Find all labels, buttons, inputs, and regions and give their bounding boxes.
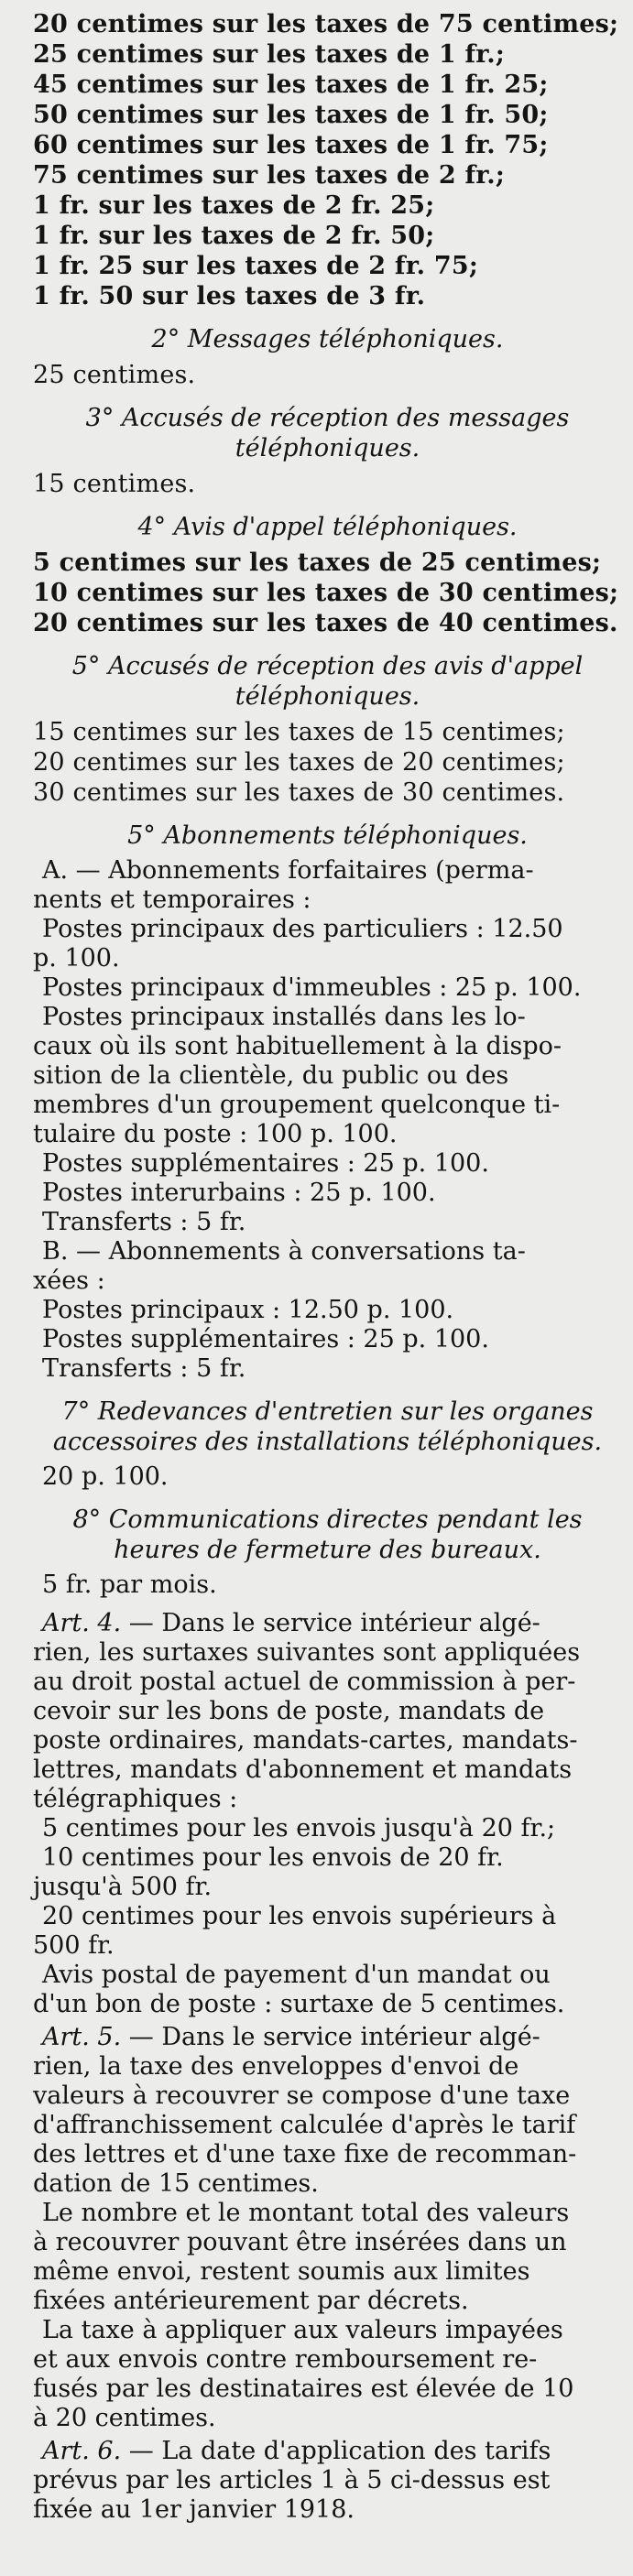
- tariff-line: 1 fr. sur les taxes de 2 fr. 25;: [33, 191, 435, 220]
- text-line: xées :: [33, 1266, 105, 1295]
- heading-line: accessoires des installations téléphoniques.: [52, 1428, 603, 1456]
- text-line: télégraphiques :: [33, 1785, 238, 1813]
- heading-line: téléphoniques.: [235, 682, 420, 711]
- heading-line: 7° Redevances d'entretien sur les organes: [61, 1397, 594, 1426]
- tariff-line: 75 centimes sur les taxes de 2 fr.;: [33, 161, 506, 190]
- tariff-line: 25 centimes sur les taxes de 1 fr.;: [33, 40, 506, 69]
- article-label: Art. 5.: [42, 2023, 122, 2051]
- text-line: Postes supplémentaires : 25 p. 100.: [42, 1149, 489, 1178]
- heading-line: 8° Communications directes pendant les: [72, 1505, 583, 1534]
- article-text: — La date d'application des tarifs: [121, 2437, 551, 2465]
- text-line: 5 centimes pour les envois jusqu'à 20 fr.;: [42, 1814, 556, 1842]
- tariff-line: 1 fr. 50 sur les taxes de 3 fr.: [33, 282, 426, 310]
- text-line: fixées antérieurement par décrets.: [33, 2287, 469, 2315]
- section-heading: [33, 651, 622, 712]
- text-line: Postes principaux des particuliers : 12.50: [42, 915, 563, 943]
- text-line: rien, les surtaxes suivantes sont appliquées: [33, 1638, 581, 1667]
- section-heading: 4° Avis d'appel téléphoniques.: [137, 513, 518, 541]
- heading-line: téléphoniques.: [235, 434, 420, 462]
- text-line: valeurs à recouvrer se compose d'une taxe: [33, 2081, 571, 2110]
- text-line: p. 100.: [33, 944, 120, 973]
- text-line: rien, la taxe des enveloppes d'envoi de: [33, 2052, 519, 2081]
- text-line: Le nombre et le montant total des valeurs: [42, 2199, 570, 2227]
- text-line: jusqu'à 500 fr.: [33, 1873, 213, 1901]
- article-label: Art. 4.: [42, 1609, 122, 1637]
- text-line: caux où ils sont habituellement à la dispo-: [33, 1032, 562, 1060]
- section-line: 20 centimes sur les taxes de 20 centimes;: [33, 748, 565, 777]
- text-line: A. — Abonnements forfaitaires (perma-: [42, 856, 534, 885]
- heading-line: heures de fermeture des bureaux.: [114, 1536, 541, 1564]
- tariff-line: 20 centimes sur les taxes de 75 centimes;: [33, 10, 619, 38]
- text-line: d'un bon de poste : surtaxe de 5 centimes.: [33, 1990, 565, 2018]
- text-line: nents et temporaires :: [33, 886, 311, 914]
- text-line: poste ordinaires, mandats-cartes, mandats-: [33, 1726, 578, 1755]
- text-line: Postes principaux : 12.50 p. 100.: [42, 1296, 454, 1324]
- text-line: lettres, mandats d'abonnement et mandats: [33, 1755, 573, 1784]
- text-line: 20 centimes pour les envois supérieurs à: [42, 1902, 557, 1930]
- text-line: membres d'un groupement quelconque ti-: [33, 1091, 561, 1119]
- text-line: fusés par les destinataires est élevée de 10: [33, 2375, 574, 2403]
- section-heading: 5° Abonnements téléphoniques.: [127, 821, 528, 850]
- intro-tariff-list: [33, 9, 622, 311]
- text-line: et aux envois contre remboursement re-: [33, 2345, 538, 2374]
- tariff-line: 1 fr. 25 sur les taxes de 2 fr. 75;: [33, 252, 478, 280]
- section-line: 10 centimes sur les taxes de 30 centimes;: [33, 579, 619, 607]
- text-line: Postes supplémentaires : 25 p. 100.: [42, 1325, 489, 1353]
- article-label: Art. 6.: [42, 2437, 122, 2465]
- text-line: dation de 15 centimes.: [33, 2169, 319, 2198]
- section-heading: 2° Messages téléphoniques.: [151, 325, 504, 353]
- text-line: La taxe à appliquer aux valeurs impayées: [42, 2316, 563, 2344]
- article-5: [33, 2023, 622, 2433]
- text-line: même envoi, restent soumis aux limites: [33, 2257, 530, 2286]
- heading-line: 5° Accusés de réception des avis d'appel: [71, 652, 584, 680]
- article-6: [33, 2437, 622, 2525]
- text-line: d'affranchissement calculée d'après le tarif: [33, 2111, 576, 2139]
- tariff-line: 1 fr. sur les taxes de 2 fr. 50;: [33, 222, 435, 250]
- text-line: [33, 1609, 622, 1638]
- text-line: prévus par les articles 1 à 5 ci-dessus est: [33, 2466, 551, 2494]
- text-line: [33, 2023, 622, 2052]
- text-line: Postes principaux installés dans les lo-: [42, 1003, 526, 1031]
- section-line: 5 centimes sur les taxes de 25 centimes;: [33, 549, 602, 577]
- text-line: Postes principaux d'immeubles : 25 p. 100.: [42, 973, 582, 1002]
- article-4: [33, 1609, 622, 2019]
- text-line: cevoir sur les bons de poste, mandats de: [33, 1697, 545, 1725]
- text-line: au droit postal actuel de commission à per-: [33, 1668, 576, 1696]
- heading-line: 3° Accusés de réception des messages: [85, 404, 570, 432]
- tariff-line: 45 centimes sur les taxes de 1 fr. 25;: [33, 71, 549, 99]
- text-line: B. — Abonnements à conversations ta-: [42, 1237, 526, 1266]
- text-line: tulaire du poste : 100 p. 100.: [33, 1120, 398, 1148]
- section-line: 20 p. 100.: [42, 1462, 169, 1491]
- section-line: 30 centimes sur les taxes de 30 centimes.: [33, 778, 565, 807]
- tariff-line: 50 centimes sur les taxes de 1 fr. 50;: [33, 101, 549, 129]
- section-heading: [33, 1397, 622, 1457]
- section-heading: [33, 1505, 622, 1565]
- section-line: 15 centimes sur les taxes de 15 centimes;: [33, 718, 565, 746]
- text-line: 10 centimes pour les envois de 20 fr.: [42, 1843, 504, 1872]
- section-line: 5 fr. par mois.: [42, 1571, 217, 1599]
- text-line: à 20 centimes.: [33, 2404, 216, 2432]
- text-line: à recouvrer pouvant être insérées dans un: [33, 2228, 567, 2256]
- text-line: sition de la clientèle, du public ou des: [33, 1061, 509, 1090]
- text-line: [33, 2437, 622, 2466]
- text-line: Postes interurbains : 25 p. 100.: [42, 1179, 436, 1207]
- text-line: Transferts : 5 fr.: [42, 1354, 246, 1383]
- tariff-line: 60 centimes sur les taxes de 1 fr. 75;: [33, 131, 549, 159]
- section-heading: [33, 403, 622, 463]
- text-line: fixée au 1er janvier 1918.: [33, 2495, 355, 2524]
- article-text: — Dans le service intérieur algé-: [121, 1609, 540, 1637]
- article-text: — Dans le service intérieur algé-: [121, 2023, 540, 2051]
- text-line: Avis postal de payement d'un mandat ou: [42, 1961, 551, 1989]
- subscriptions-block: [33, 856, 622, 1384]
- section-line: 15 centimes.: [33, 470, 196, 498]
- text-line: des lettres et d'une taxe fixe de recomman-: [33, 2140, 577, 2168]
- section-line: 20 centimes sur les taxes de 40 centimes.: [33, 609, 618, 637]
- section-line: 25 centimes.: [33, 361, 196, 389]
- text-line: Transferts : 5 fr.: [42, 1208, 246, 1236]
- text-line: 500 fr.: [33, 1931, 115, 1960]
